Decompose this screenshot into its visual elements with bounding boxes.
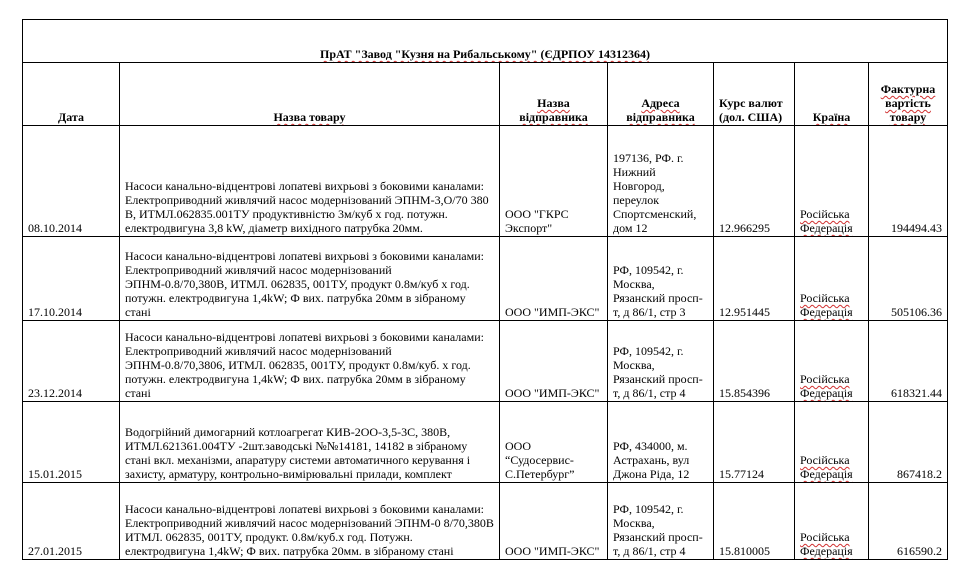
header-country: Країна [795,63,869,126]
header-value: Фактурна вартість товару [869,63,948,126]
cell-product: Насоси канально-відцентрові лопатеві вихрьові з боковими каналами: Електроприводний живлячий насос модернізований ЭПНМ-0 8/70,380В ИТМЛ. 062835, 001ТУ, продукт. 0.8м/куб.х год. Потужн. електродвигуна 1,4kW; Ф вих. патрубка 20мм. в зібраному стані [120,483,500,560]
cell-country: Російська Федерація [795,483,869,560]
table-row [23,321,948,402]
cell-sender: ООО "ИМП-ЭКС" [500,321,608,402]
table-title [23,20,948,63]
header-date: Дата [23,63,120,126]
cell-sender: ООО “Судосервис-С.Петербург” [500,402,608,483]
import-table [22,19,948,560]
header-product: Назва товару [120,63,500,126]
cell-value: 867418.2 [869,402,948,483]
cell-value: 194494.43 [869,126,948,237]
cell-value: 616590.2 [869,483,948,560]
cell-value: 618321.44 [869,321,948,402]
cell-rate: 15.77124 [714,402,795,483]
table-title-text: ПрАТ "Завод "Кузня на Рибальському" (ЄДРПОУ 14312364) [320,47,650,61]
cell-rate: 15.810005 [714,483,795,560]
cell-address: РФ, 109542, г. Москва, Рязанский просп-т, д 86/1, стр 4 [608,321,714,402]
cell-country: Російська Федерація [795,126,869,237]
header-sender: Назва відправника [500,63,608,126]
table-row [23,237,948,321]
cell-address: 197136, РФ. г. Нижний Новгород, переулок Спортсменский, дом 12 [608,126,714,237]
header-rate: Курс валют (дол. США) [714,63,795,126]
cell-rate: 12.966295 [714,126,795,237]
cell-address: РФ, 434000, м. Астрахань, вул Джона Ріда, 12 [608,402,714,483]
cell-date: 08.10.2014 [23,126,120,237]
cell-sender: ООО "ИМП-ЭКС" [500,483,608,560]
cell-date: 27.01.2015 [23,483,120,560]
header-row [23,63,948,126]
cell-address: РФ, 109542, г. Москва, Рязанский просп-т, д 86/1, стр 4 [608,483,714,560]
cell-product: Насоси канально-відцентрові лопатеві вихрьові з боковими каналами: Електроприводний живлячий насос модернізований ЭПНМ-0.8/70,380В, ИТМЛ. 062835, 001ТУ, продукт 0.8м/куб х год. потужн. електродвигуна 1,4kW; Ф вих. патрубка 20мм в зібраному стані [120,237,500,321]
cell-product: Насоси канально-відцентрові лопатеві вихрьові з боковими каналами: Електроприводний живлячий насос модернізований ЭПНМ-3,О/70 380 В, ИТМЛ.062835.001ТУ продуктивністю 3м/куб х год. потужн. електродвигуна 3,8 kW, діаметр вихідного патрубка 20мм. [120,126,500,237]
header-address: Адреса відправника [608,63,714,126]
table-row [23,483,948,560]
cell-country: Російська Федерація [795,402,869,483]
cell-date: 17.10.2014 [23,237,120,321]
table-row [23,126,948,237]
title-row [23,20,948,63]
cell-sender: ООО "ГКРС Экспорт" [500,126,608,237]
cell-rate: 12.951445 [714,237,795,321]
cell-address: РФ, 109542, г. Москва, Рязанский просп-т, д 86/1, стр 3 [608,237,714,321]
cell-date: 23.12.2014 [23,321,120,402]
cell-sender: ООО "ИМП-ЭКС" [500,237,608,321]
cell-date: 15.01.2015 [23,402,120,483]
cell-value: 505106.36 [869,237,948,321]
cell-rate: 15.854396 [714,321,795,402]
cell-product: Водогрійний димогарний котлоагрегат КИВ-2ОО-3,5-3С, 380В, ИТМЛ.621361.004ТУ -2шт.заводські №№14181, 14182 в зібраному стані вкл. механізми, апаратуру системи автоматичного керування і захисту, арматуру, контрольно-вимірювальні прилади, комплект [120,402,500,483]
cell-country: Російська Федерація [795,237,869,321]
cell-country: Російська Федерація [795,321,869,402]
table-row [23,402,948,483]
cell-product: Насоси канально-відцентрові лопатеві вихрьові з боковими каналами: Електроприводний живлячий насос модернізований ЭПНМ-0.8/70,3806, ИТМЛ. 062835, 001ТУ, продукт 0.8м/куб. х год. потужн. електродвигуна 1,4kW; Ф вих. патрубка 20мм в зібраному стані [120,321,500,402]
